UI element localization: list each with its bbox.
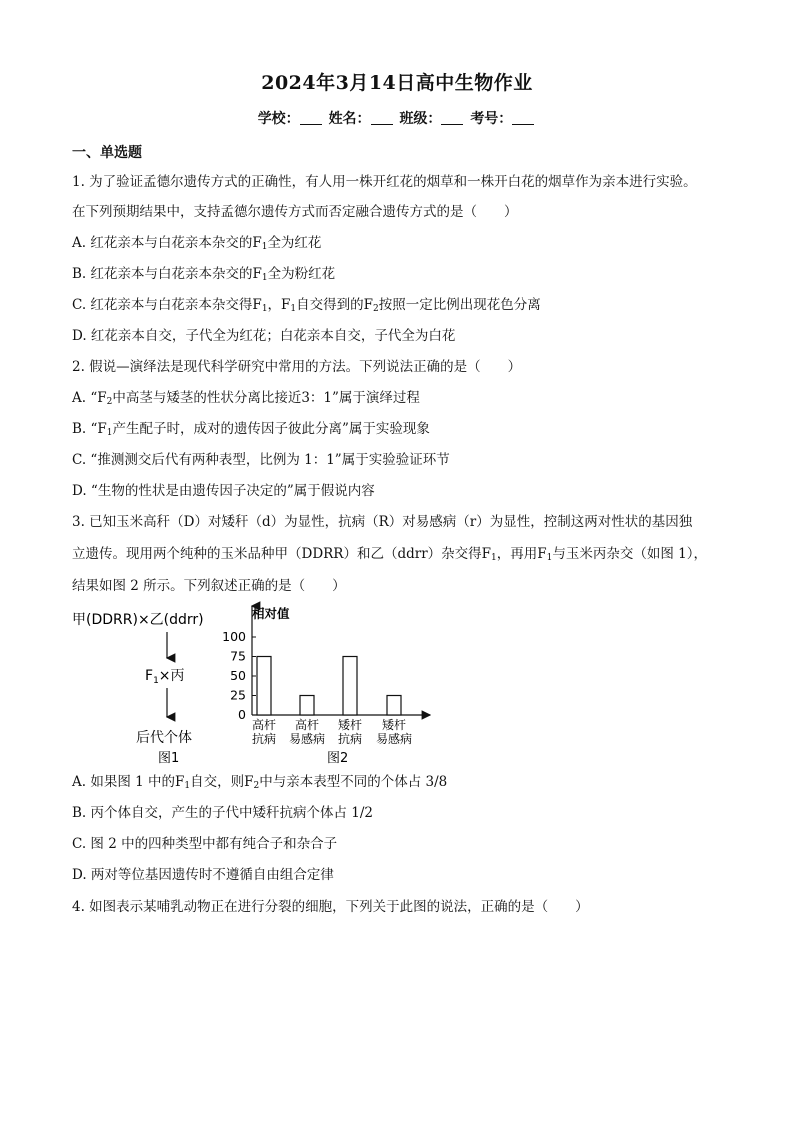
q1-stem-line1: 1. 为了验证孟德尔遗传方式的正确性，有人用一株开红花的烟草和一株开白花的烟草作为亲本进行实验。 bbox=[72, 174, 697, 190]
q1-c-sub3: 2 bbox=[373, 304, 379, 314]
q2-option-d[interactable]: D. “生物的性状是由遗传因子决定的”属于假说内容 bbox=[72, 483, 375, 499]
q1-c-mid1: ，F bbox=[267, 297, 291, 313]
q3-a-pre: A. 如果图 1 中的F bbox=[72, 774, 185, 790]
q2-option-b[interactable] bbox=[72, 419, 430, 443]
chart-x-tick-label: 矮杆 bbox=[337, 718, 363, 732]
q1-option-b[interactable] bbox=[72, 264, 335, 288]
q1-b-post: 全为粉红花 bbox=[267, 266, 336, 282]
chart-bar bbox=[300, 696, 314, 716]
q3-stem-line1: 3. 已知玉米高秆（D）对矮秆（d）为显性，抗病（R）对易感病（r）为显性，控制这两对性状的基因独 bbox=[72, 514, 693, 530]
q2-option-a[interactable] bbox=[72, 388, 420, 412]
q2-a-post: 中高茎与矮茎的性状分离比接近3：1”属于演绎过程 bbox=[112, 390, 420, 406]
q2-stem: 2. 假说—演绎法是现代科学研究中常用的方法。下列说法正确的是（ ） bbox=[72, 359, 522, 375]
q1-c-pre: C. 红花亲本与白花亲本杂交得F bbox=[72, 297, 262, 313]
q3-stem-line2 bbox=[72, 544, 707, 568]
q3-figures bbox=[0, 600, 794, 770]
chart-y-tick-label: 75 bbox=[230, 648, 246, 664]
q1-c-sub1: 1 bbox=[261, 304, 268, 314]
q1-c-post: 按照一定比例出现花色分离 bbox=[378, 297, 541, 313]
q3-option-a[interactable] bbox=[72, 772, 447, 796]
school-blank[interactable] bbox=[300, 110, 322, 125]
q1-option-c[interactable] bbox=[72, 295, 541, 319]
q2-b-pre: B. “F bbox=[72, 421, 107, 437]
figure1-f1-label: $F_1\times$丙 bbox=[145, 668, 185, 686]
name-blank[interactable] bbox=[371, 110, 393, 125]
class-blank[interactable] bbox=[441, 110, 463, 125]
q1-a-sub: 1 bbox=[261, 242, 268, 252]
q1-stem-line2: 在下列预期结果中，支持孟德尔遗传方式而否定融合遗传方式的是（ ） bbox=[72, 204, 518, 220]
page-title: 2024年3月14日高中生物作业 bbox=[261, 72, 533, 94]
chart-y-tick-label: 0 bbox=[238, 707, 246, 722]
q3-l2-post: 与玉米丙杂交（如图 1）， bbox=[552, 546, 708, 562]
chart-bar bbox=[387, 696, 401, 716]
chart-bar bbox=[257, 657, 271, 716]
q3-l2-sub1: 1 bbox=[491, 553, 497, 563]
exam-no-label: 考号： bbox=[470, 111, 513, 127]
name-label: 姓名： bbox=[328, 111, 371, 127]
school-label: 学校： bbox=[257, 111, 300, 127]
chart-x-tick-label: 高杆 bbox=[294, 718, 320, 732]
q1-option-d[interactable]: D. 红花亲本自交，子代全为红花；白花亲本自交，子代全为白花 bbox=[72, 328, 456, 344]
q2-a-sub: 2 bbox=[106, 397, 113, 407]
q2-option-c[interactable]: C. “推测测交后代有两种表型，比例为 1：1”属于实验验证环节 bbox=[72, 452, 450, 468]
q3-l2-pre: 立遗传。现用两个纯种的玉米品种甲（DDRR）和乙（ddrr）杂交得F bbox=[72, 546, 492, 562]
class-label: 班级： bbox=[399, 111, 442, 127]
chart-y-tick-label: 50 bbox=[230, 668, 246, 683]
q1-option-a[interactable] bbox=[72, 233, 321, 257]
chart-x-tick-label: 抗病 bbox=[337, 732, 363, 746]
q3-a-mid: 自交，则F bbox=[190, 774, 254, 790]
figure1 bbox=[72, 612, 204, 766]
section-title: 一、单选题 bbox=[72, 145, 142, 161]
q3-a-sub2: 2 bbox=[253, 781, 260, 791]
figure2-bar-chart bbox=[222, 606, 430, 766]
student-info-line bbox=[0, 108, 794, 128]
chart-x-tick-label: 高杆 bbox=[251, 718, 277, 732]
figure1-cross-label: 甲(DDRR)×乙(ddrr) bbox=[72, 612, 204, 628]
q3-option-d[interactable]: D. 两对等位基因遗传时不遵循自由组合定律 bbox=[72, 867, 334, 883]
chart-x-tick-label: 易感病 bbox=[288, 732, 326, 746]
q2-b-sub: 1 bbox=[106, 428, 113, 438]
q1-a-post: 全为红花 bbox=[267, 235, 322, 251]
q3-a-sub1: 1 bbox=[184, 781, 191, 791]
q1-b-sub: 1 bbox=[261, 273, 268, 283]
q2-b-post: 产生配子时，成对的遗传因子彼此分离”属于实验现象 bbox=[112, 421, 430, 437]
q1-a-pre: A. 红花亲本与白花亲本杂交的F bbox=[72, 235, 262, 251]
q3-l2-mid: ，再用F bbox=[496, 546, 547, 562]
chart-x-tick-label: 易感病 bbox=[375, 732, 413, 746]
figure1-caption: 图1 bbox=[158, 751, 180, 766]
chart-ylabel: 相对值 bbox=[252, 606, 290, 621]
chart-bar bbox=[343, 657, 357, 716]
q1-c-sub2: 1 bbox=[290, 304, 297, 314]
q3-stem-line3: 结果如图 2 所示。下列叙述正确的是（ ） bbox=[72, 578, 346, 594]
chart-y-tick-label: 100 bbox=[222, 629, 246, 644]
q4-stem: 4. 如图表示某哺乳动物正在进行分裂的细胞，下列关于此图的说法，正确的是（ ） bbox=[72, 899, 589, 915]
chart-y-tick-label: 25 bbox=[230, 687, 246, 703]
q2-a-pre: A. “F bbox=[72, 390, 107, 406]
exam-no-blank[interactable] bbox=[512, 110, 534, 125]
figure2-caption: 图2 bbox=[327, 751, 349, 766]
q1-b-pre: B. 红花亲本与白花亲本杂交的F bbox=[72, 266, 262, 282]
figure1-offspring-label: 后代个体 bbox=[136, 730, 192, 746]
q3-l2-sub2: 1 bbox=[546, 553, 553, 563]
chart-x-tick-label: 抗病 bbox=[251, 732, 277, 746]
q3-a-post: 中与亲本表型不同的个体占 3/8 bbox=[259, 774, 448, 790]
q3-option-b[interactable]: B. 丙个体自交，产生的子代中矮秆抗病个体占 1/2 bbox=[72, 805, 374, 821]
chart-x-tick-label: 矮杆 bbox=[381, 718, 407, 732]
q1-c-mid2: 自交得到的F bbox=[296, 297, 374, 313]
q3-option-c[interactable]: C. 图 2 中的四种类型中都有纯合子和杂合子 bbox=[72, 836, 338, 852]
